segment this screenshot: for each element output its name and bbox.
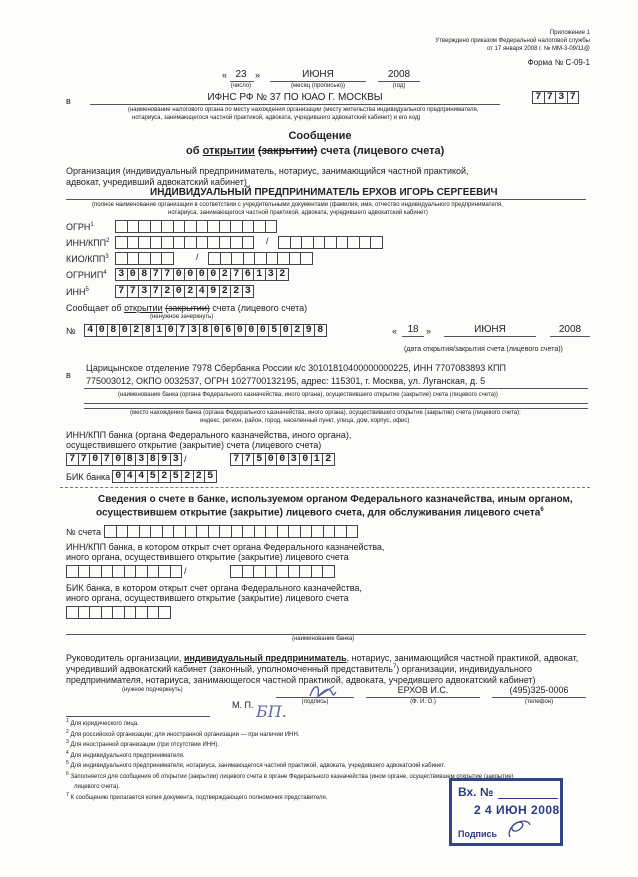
head-line-1: Руководитель организации, индивидуальный предприниматель, нотариус, занимающийся частной практикой, адвокат, <box>66 653 579 663</box>
ogrnip-cells: 3 0 8 7 7 0 0 0 0 2 7 6 1 3 2 <box>115 268 288 281</box>
recipient-caption-2: нотариуса, занимающегося частной практикой, адвоката, учредившего адвокатский кабинет) и его код) <box>132 115 421 121</box>
order-label: от 17 января 2008 г. № ММ-3-09/11@ <box>486 46 590 52</box>
bank-inn-label-2: осуществившего открытие (закрытие) счета (лицевого счета) <box>66 440 322 450</box>
bank-inn-cells: 7 7 0 7 0 8 3 8 9 3 <box>66 453 181 466</box>
head-line-3: предпринимателя, нотариуса, занимающегося частной практикой, адвоката, учредившего адвокатский кабинет) <box>66 675 536 685</box>
section2-inn-label-2: иного органа, осуществившего открытие (закрытие) лицевого счета <box>66 552 349 562</box>
ogrn-label: ОГРН$^1$ <box>66 222 94 232</box>
bank-inn-slash: / <box>184 454 187 464</box>
inn-kpp-cells-inn <box>115 236 253 249</box>
head-caption-underline: (нужное подчеркнуть) <box>122 687 183 693</box>
bank-bik-label: БИК банка <box>66 472 111 482</box>
org-label-2: адвокат, учредивший адвокатский кабинет) <box>66 177 247 187</box>
recipient-code: 7 7 3 7 <box>532 91 578 104</box>
footnote: $^5$ Для индивидуального предпринимателя, нотариуса, занимающегося частной практикой, адвоката, учредившего адвокатский кабинет. <box>66 760 446 769</box>
bank-line-1: Царицынское отделение 7978 Сбербанка России к/с 30101810400000000225, ИНН 7707083893 КПП <box>86 363 506 373</box>
recipient-caption-1: (наименование налогового органа по месту нахождения организации (месту жительства индивидуального предпринимателя, <box>128 107 479 113</box>
section2-acc-label: № счета <box>66 527 101 537</box>
footnote: $^7$ К сообщению прилагается копия документа, подтверждающего полномочия представителя. <box>66 791 328 801</box>
inn-kpp-cells-kpp <box>278 236 382 249</box>
section2-bik-cells <box>66 606 170 619</box>
date-quote-close: » <box>255 70 261 80</box>
approved-label: Утверждено приказом Федеральной налоговой службы <box>435 38 590 44</box>
appendix-label: Приложение 1 <box>549 30 590 36</box>
account-cells: 4 0 8 0 2 8 1 0 7 3 8 0 6 0 0 0 5 0 2 9 8 <box>84 324 326 337</box>
bank-caption-1: (место нахождения банка (органа Федерального казначейства, иного органа), осуществившего открытие (закрытие) счета (лицевого счета): <box>130 410 521 416</box>
ogrn-cells <box>115 220 276 233</box>
head-name-caption: (Ф. И. О.) <box>410 699 436 705</box>
stamp-place: М. П. <box>232 700 254 710</box>
bank-line-2: 775003012, ОКПО 0032537, ОГРН 1027700132195, адрес: 115301, г. Москва, ул. Луганская, д. 5 <box>86 376 486 386</box>
stamp-signature-label: Подпись <box>458 829 498 839</box>
section2-bank-caption: (наименование банка) <box>292 636 355 642</box>
head-name: ЕРХОВ И.С. <box>397 685 449 695</box>
org-label-1: Организация (индивидуальный предприниматель, нотариус, занимающийся частной практикой, <box>66 166 469 176</box>
section2-title-1: Сведения о счете в банке, используемом органом Федерального казначейства, иным органом, <box>98 494 573 505</box>
signature-scribble <box>306 680 340 702</box>
inn-label: ИНН$^5$ <box>66 287 89 297</box>
account-year: 2008 <box>558 324 582 335</box>
date-quote-open: « <box>222 70 228 80</box>
section2-bik-label-1: БИК банка, в котором открыт счет органа Федерального казначейства, <box>66 583 362 593</box>
head-phone-caption: (телефон) <box>524 699 554 705</box>
account-quote-close: » <box>426 326 432 336</box>
org-caption-2: нотариуса, занимающегося частной практикой, адвоката, учредившего адвокатский кабинет) <box>168 210 428 216</box>
doc-title: Сообщение <box>288 130 352 142</box>
account-label: № <box>66 326 76 336</box>
date-day: 23 <box>235 69 247 80</box>
report-line: Сообщает об открытии (закрытии) счета (лицевого счета) <box>66 303 308 313</box>
kio-kpp-cells <box>208 252 312 265</box>
kio-kpp-label: КИО/КПП$^3$ <box>66 254 109 264</box>
section2-kpp-cells <box>230 565 334 578</box>
footnote: лицевого счета). <box>74 784 120 790</box>
stamp-label: Вх. № <box>458 785 494 799</box>
section2-acc-cells <box>104 525 357 538</box>
report-caption: (ненужное зачеркнуть) <box>150 314 214 320</box>
bank-bik-cells: 0 4 4 5 2 5 2 2 5 <box>112 470 216 483</box>
org-name: ИНДИВИДУАЛЬНЫЙ ПРЕДПРИНИМАТЕЛЬ ЕРХОВ ИГОРЬ СЕРГЕЕВИЧ <box>150 187 498 198</box>
footnote: $^2$ Для российской организации; для иностранной организации — при наличии ИНН. <box>66 728 300 738</box>
account-month: ИЮНЯ <box>474 324 506 335</box>
footnote: $^6$ Заполняется для сообщения об открытии (закрытии) лицевого счета в органе Федерального казначейства (ином органе, осуществившем открытие (закрытие) <box>66 770 514 780</box>
section2-inn-cells <box>66 565 181 578</box>
date-day-caption: (число) <box>230 83 252 89</box>
ogrnip-label: ОГРНИП$^4$ <box>66 270 107 280</box>
org-caption-1: (полное наименование организации в соответствии с учредительными документами (фамилия, имя, отчество индивидуального предпринимателя, <box>92 202 503 208</box>
head-phone: (495)325-0006 <box>509 685 569 695</box>
date-month-caption: (месяц (прописью)) <box>291 83 345 89</box>
section2-inn-label-1: ИНН/КПП банка, в котором открыт счет органа Федерального казначейства, <box>66 542 385 552</box>
footnote: $^1$ Для юридического лица. <box>66 718 139 727</box>
signature-initials: БП. <box>256 702 287 721</box>
bank-prefix: в <box>66 370 71 380</box>
bank-inn-label-1: ИНН/КПП банка (органа Федерального казначейства, иного органа), <box>66 430 352 440</box>
inn-kpp-label: ИНН/КПП$^2$ <box>66 238 110 248</box>
footnotes <box>66 718 514 802</box>
head-line-2: учредивший адвокатский кабинет (законный, уполномоченный представитель$^7$) организации, индивидуального <box>66 664 532 674</box>
section2-inn-slash: / <box>184 566 187 576</box>
date-month: ИЮНЯ <box>302 69 334 80</box>
account-day: 18 <box>407 324 419 335</box>
doc-subtitle: об открытии (закрытии) счета (лицевого счета) <box>186 145 445 157</box>
account-quote-open: « <box>392 326 398 336</box>
kio-cells <box>115 252 173 265</box>
date-year-caption: (год) <box>392 83 406 89</box>
footnote: $^4$ Для индивидуального предпринимателя. <box>66 749 185 759</box>
bank-caption-2: индекс, регион, район, город, населенный пункт, улица, дом, корпус, офис) <box>200 418 410 424</box>
date-year: 2008 <box>387 69 411 80</box>
inn-kpp-slash: / <box>266 236 269 246</box>
account-date-caption: (дата открытия/закрытия счета (лицевого счета)) <box>404 346 563 353</box>
footnote: $^3$ Для иностранной организации (при отсутствии ИНН). <box>66 739 220 748</box>
form-number: Форма № С-09-1 <box>527 58 590 67</box>
kio-kpp-slash: / <box>196 252 199 262</box>
stamp-date: 2 4 ИЮН 2008 <box>474 803 560 817</box>
recipient-prefix: в <box>66 96 71 106</box>
bank-kpp-cells: 7 7 5 0 0 3 0 1 2 <box>230 453 334 466</box>
bank-caption-0: (наименование банка (органа Федерального казначейства, иного органа), осуществившего открытие (закрытие) счета (лицевого счета)) <box>118 392 498 398</box>
recipient-name: ИФНС РФ № 37 ПО ЮАО Г. МОСКВЫ <box>207 92 383 103</box>
sign-caption: (подпись) <box>301 699 329 705</box>
section2-title-2: осуществившем открытие (закрытие) лицевого счета, для обслуживания лицевого счета$^6$ <box>96 507 544 519</box>
section2-bik-label-2: иного органа, осуществившего открытие (закрытие) лицевого счета <box>66 593 349 603</box>
incoming-stamp <box>449 778 563 846</box>
stamp-signature-scribble <box>504 815 534 841</box>
inn-cells: 7 7 3 7 2 0 2 4 9 2 2 3 <box>115 285 253 298</box>
